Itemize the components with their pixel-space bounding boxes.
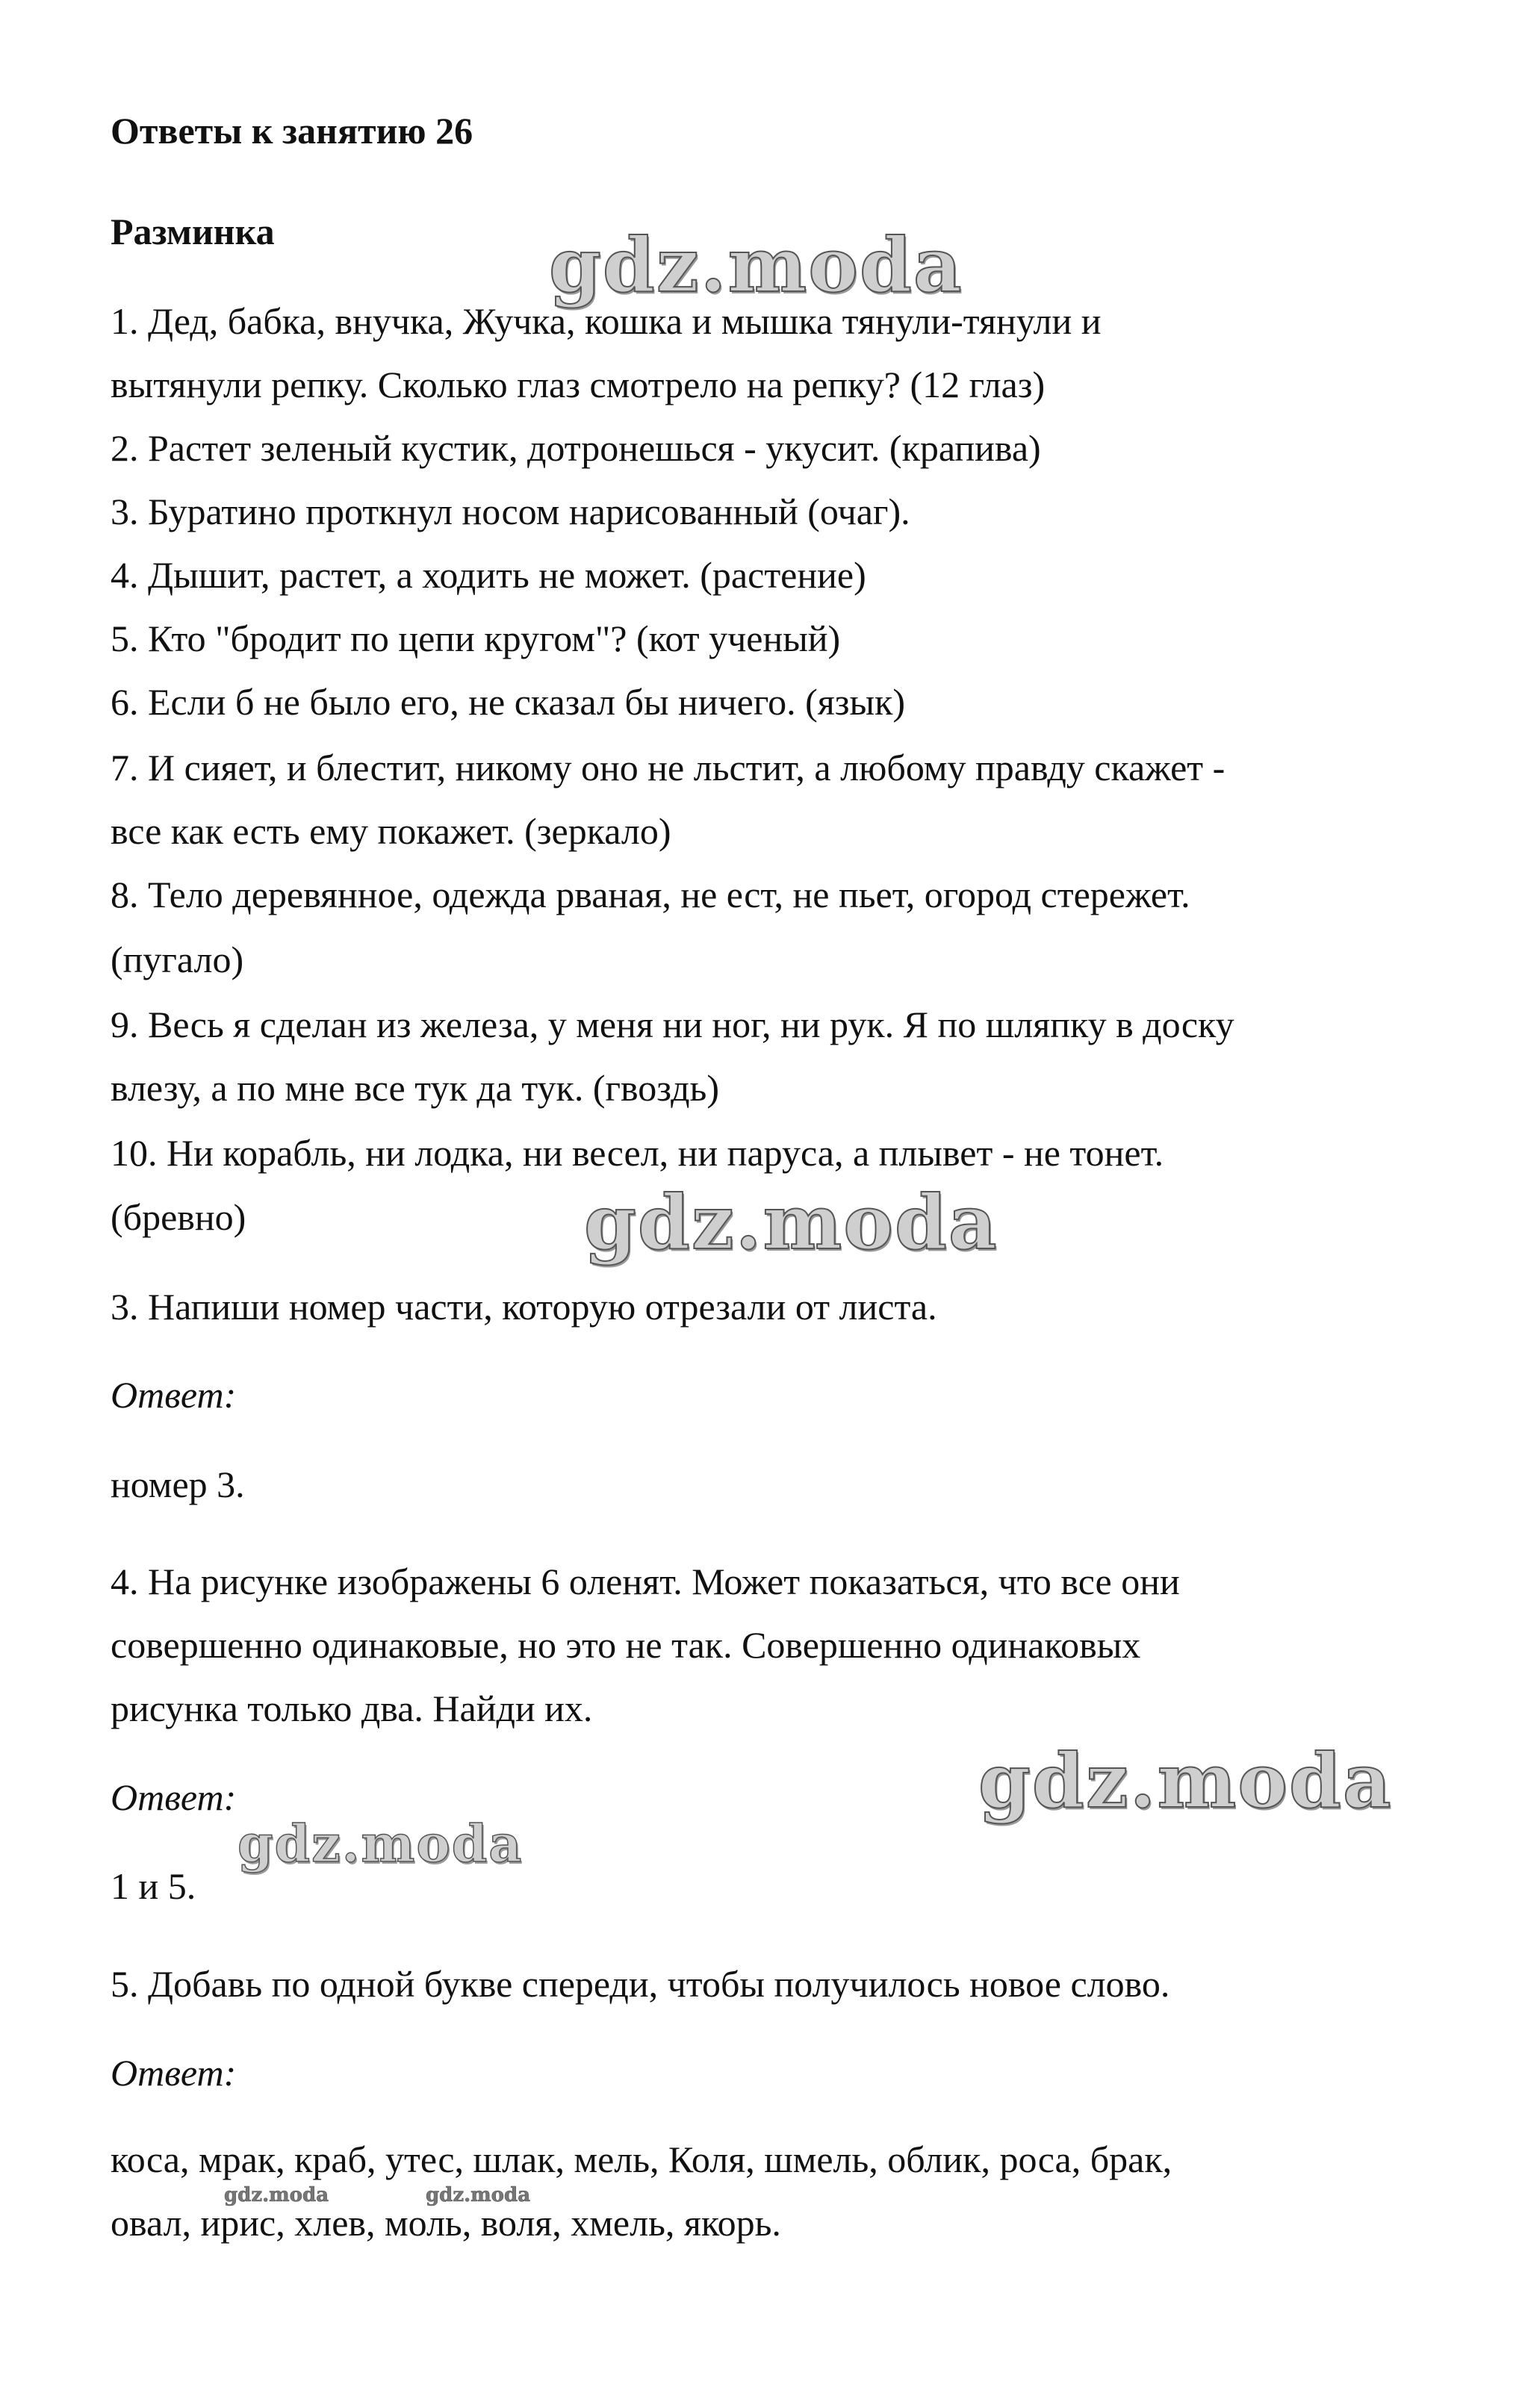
task3-answer: номер 3. [111, 1463, 245, 1505]
task3-answer-label: Ответ: [111, 1374, 237, 1416]
task3-question: 3. Напиши номер части, которую отрезали от листа. [111, 1286, 937, 1328]
warmup-line: 1. Дед, бабка, внучка, Жучка, кошка и мышка тянули-тянули и [111, 300, 1102, 342]
warmup-line: 9. Весь я сделан из железа, у меня ни ног, ни рук. Я по шляпку в доску [111, 1004, 1234, 1045]
task4-answer: 1 и 5. [111, 1865, 196, 1907]
watermark: gdz.moda [584, 1178, 998, 1266]
warmup-line: 10. Ни корабль, ни лодка, ни весел, ни паруса, а плывет - не тонет. [111, 1132, 1164, 1174]
watermark: gdz.moda [224, 2184, 329, 2206]
watermark: gdz.moda [237, 1814, 524, 1874]
watermark: gdz.moda [426, 2184, 531, 2206]
warmup-line: все как есть ему покажет. (зеркало) [111, 810, 671, 852]
warmup-line: 3. Буратино проткнул носом нарисованный (очаг). [111, 491, 910, 532]
warmup-heading: Разминка [111, 211, 275, 252]
warmup-line: (пугало) [111, 939, 244, 980]
warmup-line: вытянули репку. Сколько глаз смотрело на репку? (12 глаз) [111, 364, 1046, 405]
watermark: gdz.moda [978, 1737, 1393, 1825]
warmup-line: 4. Дышит, растет, а ходить не может. (растение) [111, 554, 866, 596]
warmup-line: 7. И сияет, и блестит, никому оно не льстит, а любому правду скажет - [111, 747, 1226, 788]
task5-question: 5. Добавь по одной букве спереди, чтобы получилось новое слово. [111, 1963, 1170, 2005]
task5-answer-line: овал, ирис, хлев, моль, воля, хмель, якорь. [111, 2202, 781, 2244]
page-title: Ответы к занятию 26 [111, 110, 473, 152]
task5-answer-label: Ответ: [111, 2052, 237, 2094]
task4-answer-label: Ответ: [111, 1776, 237, 1818]
watermark: gdz.moda [549, 221, 963, 309]
task4-question-line: 4. На рисунке изображены 6 оленят. Может показаться, что все они [111, 1561, 1180, 1602]
warmup-line: 2. Растет зеленый кустик, дотронешься - укусит. (крапива) [111, 427, 1041, 469]
task4-question-line: рисунка только два. Найди их. [111, 1687, 593, 1729]
task5-answer-line: коса, мрак, краб, утес, шлак, мель, Коля, шмель, облик, роса, брак, [111, 2138, 1172, 2180]
warmup-line: (бревно) [111, 1196, 246, 1238]
task4-question-line: совершенно одинаковые, но это не так. Совершенно одинаковых [111, 1624, 1141, 1666]
warmup-line: 5. Кто "бродит по цепи кругом"? (кот ученый) [111, 617, 841, 659]
warmup-line: 8. Тело деревянное, одежда рваная, не ест, не пьет, огород стережет. [111, 874, 1190, 915]
warmup-line: влезу, а по мне все тук да тук. (гвоздь) [111, 1067, 720, 1109]
warmup-line: 6. Если б не было его, не сказал бы ничего. (язык) [111, 681, 906, 723]
